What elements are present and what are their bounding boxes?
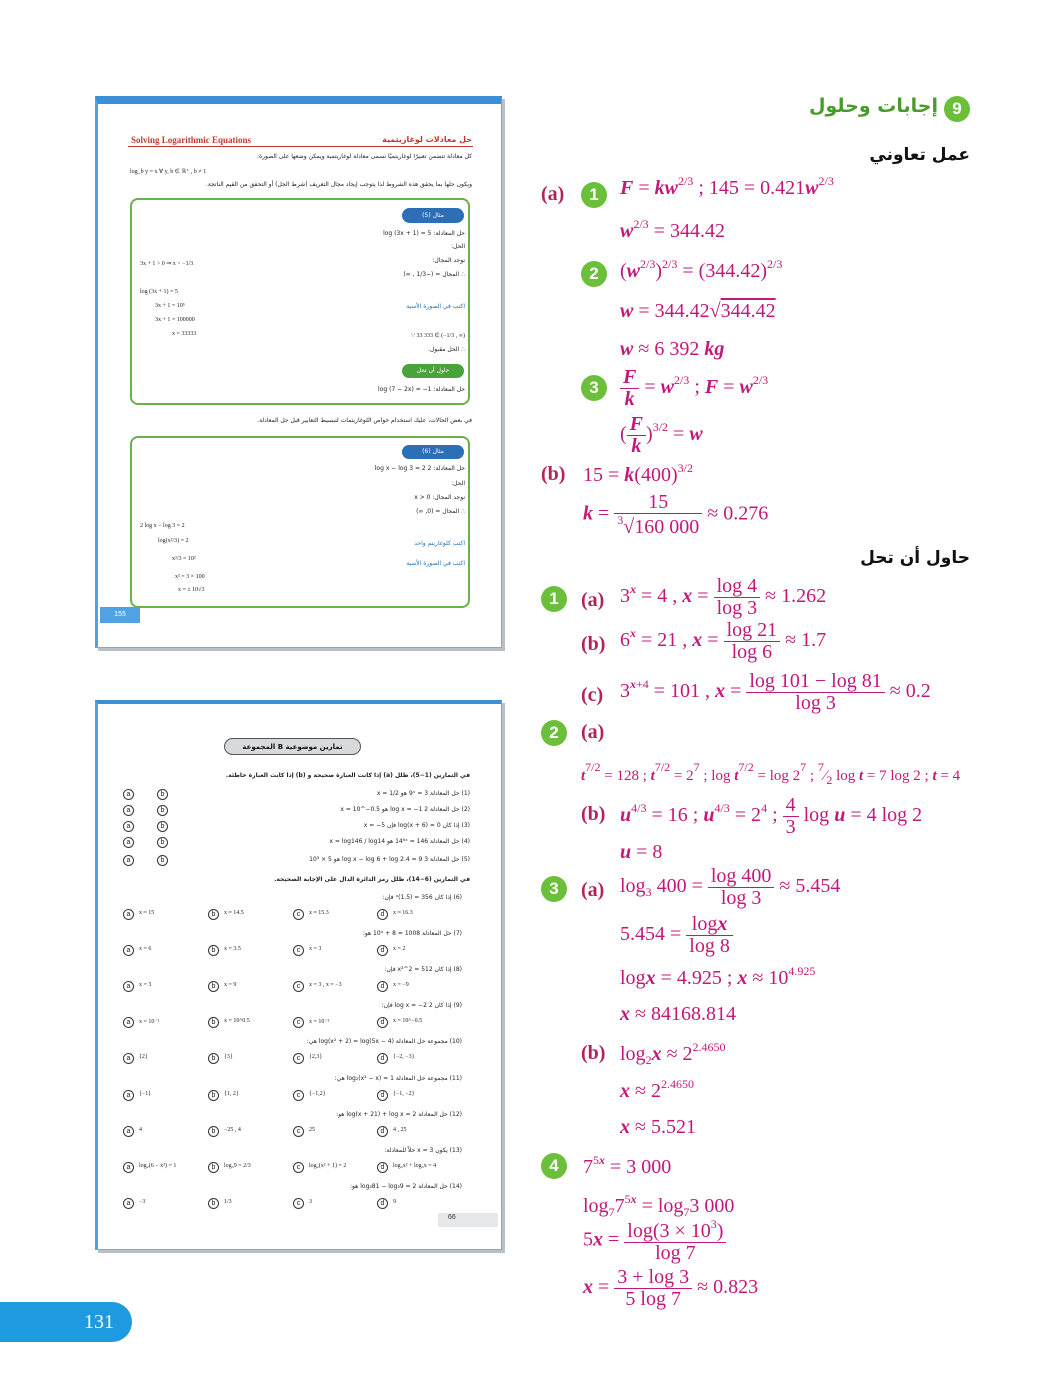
coop-a-eq-3: $(w^{2/3})^{2/3} = (344.42)^{2/3}$ (620, 257, 783, 282)
try-it-question: حل المعادلة: log (7 − 2x) = −1 (378, 386, 465, 393)
mc-option-b[interactable]: b (208, 981, 219, 992)
mc-option-a[interactable]: a (123, 981, 134, 992)
mc-option-d[interactable]: d (377, 1053, 388, 1064)
example-6-question: حل المعادلة: 2 log x − log 3 = 2 (374, 465, 465, 472)
tf-option-b[interactable]: b (157, 805, 168, 816)
mc-option-a[interactable]: a (123, 1090, 134, 1101)
example-5-solution-label: الحل: (451, 243, 465, 250)
mc-option-b[interactable]: b (208, 1053, 219, 1064)
coop-a-eq-4: w = 344.42√344.42 (620, 300, 776, 322)
mc-question: (10) مجموعة حل المعادلة log(x² + 2) = log(5x − 4) هي: (306, 1038, 462, 1045)
example-6-hint-1: اكتب كلوغاريتم واحد (414, 540, 465, 547)
mc-option-text: log₂(x² + 1) = 2 (309, 1163, 347, 1169)
mc-option-text: x = 10^0.5 (224, 1018, 250, 1024)
mc-question: (11) مجموعة حل المعادلة log₂(x² − x) = 1 هي: (334, 1075, 462, 1082)
try-3b-eq-3: x ≈ 5.521 (620, 1116, 696, 1138)
mc-option-c[interactable]: c (293, 1126, 304, 1137)
try-4-eq-2: $\log_77^{5x} = \log_73$ 000 (583, 1192, 735, 1219)
try-3a-label: (a) (581, 879, 605, 901)
mc-question: (13) يكون x = 3 حلاً للمعادلة: (384, 1147, 462, 1154)
title-rule (128, 146, 473, 147)
mc-question: (6) إذا كان 356 = (1.5)ˣ فإن: (382, 894, 462, 901)
mc-option-text: {−2, −3} (393, 1054, 415, 1060)
mc-option-text: {2,3} (309, 1054, 323, 1060)
try-2a-eq: $t^{7/2} = 128$ ; $t^{7/2} = 2^7$ ; $\log t^{7/2} = \log 2^7$ ; $^7⁄_2$ log t = 7 log 2 ; t = 4 (581, 760, 961, 787)
tf-option-a[interactable]: a (123, 805, 134, 816)
try-2a-label: (a) (581, 721, 605, 743)
mc-option-text: x = 3 (139, 982, 152, 988)
thumb-page-number-155: 155 (100, 607, 140, 623)
example-6-step-2: log(x²/3) = 2 (158, 538, 189, 544)
mc-option-text: {2} (139, 1054, 148, 1060)
mc-option-text: 3 (309, 1199, 312, 1205)
domain-note: ويكون حلها بما يحقق هذه الشروط لذا يتوجب إيجاد مجال التعريف (شرط الحل) أو التحقق من القيم الناتجة. (205, 181, 472, 188)
example-5-step-3: 3x + 1 = 100000 (155, 317, 195, 323)
try-3b-eq-2: $x \approx 2^{2.4650}$ (620, 1077, 694, 1102)
example-5-pill: مثال (5) (402, 208, 464, 223)
tf-option-a[interactable]: a (123, 821, 134, 832)
try-1a-label: (a) (581, 589, 605, 611)
mc-option-text: {−1,2} (309, 1091, 326, 1097)
mc-option-text: {3} (224, 1054, 233, 1060)
example-6-box (130, 436, 470, 608)
section-number: 9 (944, 96, 970, 122)
tf-question: (5) حل المعادلة 3 log x − log 6 + log 2.4 = 9 هو 5 × 10³ (309, 856, 470, 863)
tf-option-b[interactable]: b (157, 789, 168, 800)
mc-option-b[interactable]: b (208, 1198, 219, 1209)
mc-option-text: {−1, −2} (393, 1091, 415, 1097)
coop-step-1-badge: 1 (581, 182, 607, 208)
mc-option-d[interactable]: d (377, 1162, 388, 1173)
intro-text: كل معادلة تتضمن تعبيرًا لوغاريتميًا تسمى معادلة لوغاريتمية ويمكن وضعها على الصورة: (256, 153, 472, 160)
try-3b-label: (b) (581, 1042, 606, 1064)
tf-option-a[interactable]: a (123, 837, 134, 848)
try-1-badge: 1 (541, 586, 567, 612)
mc-option-b[interactable]: b (208, 945, 219, 956)
coop-a-eq-7: ( $\frac{F}{k}$ )$^{3/2}$ = w (620, 413, 703, 457)
mc-option-text: x = 10⁻¹ (139, 1019, 160, 1025)
mc-option-text: x = 9 (224, 982, 237, 988)
example-6-step-5: x = ± 10√3 (178, 587, 205, 593)
try-4-eq-4: x = $\frac{3 + \log 3}{5 \log 7}$ ≈ 0.823 (583, 1266, 759, 1310)
example-5-domain-set: ∴ المجال = (−1/3 , ∞) (403, 271, 465, 278)
mc-option-d[interactable]: d (377, 1090, 388, 1101)
mid-paragraph: في بعض الحالات، عليك استخدام خواص اللوغاريتمات لتبسيط التعابير قبل حل المعادلة. (257, 417, 472, 424)
mc-option-d[interactable]: d (377, 909, 388, 920)
thumb-page-strip (438, 1213, 498, 1227)
example-6-hint-2: اكتب في الصورة الأسية (406, 560, 465, 567)
mc-option-text: 4 , 25 (393, 1127, 407, 1133)
mc-option-text: x = 10⁻² (309, 1019, 330, 1025)
tf-option-b[interactable]: b (157, 821, 168, 832)
try-3a-eq-3: logx = 4.925 ; $x \approx 10^{4.925}$ (620, 964, 816, 989)
try-3a-eq-4: x ≈ 84168.814 (620, 1003, 736, 1025)
mc-option-d[interactable]: d (377, 1017, 388, 1028)
example-6-solution-label: الحل: (451, 480, 465, 487)
try-1c-label: (c) (581, 684, 604, 706)
try-3b-eq-1: $\log_2x \approx 2^{2.4650}$ (620, 1040, 726, 1067)
example-6-step-3: x²/3 = 10² (172, 556, 196, 562)
mc-question: (12) حل المعادلة log(x + 21) + log x = 2 هو: (336, 1111, 462, 1118)
try-1b-label: (b) (581, 633, 606, 655)
mc-option-text: −25 , 4 (224, 1127, 241, 1133)
lesson-title-en: Solving Logarithmic Equations (131, 135, 252, 145)
try-4-eq-1: $7^{5x} = 3$ 000 (583, 1153, 672, 1178)
mc-option-text: x ≈ 16.3 (393, 910, 413, 916)
tf-option-b[interactable]: b (157, 855, 168, 866)
coop-a-eq-5: w ≈ 6 392 kg (620, 338, 725, 360)
tf-option-a[interactable]: a (123, 789, 134, 800)
try-it-pill: حاول أن تحل (402, 364, 464, 378)
mc-option-d[interactable]: d (377, 945, 388, 956)
example-5-question: حل المعادلة: log (3x + 1) = 5 (383, 230, 465, 237)
example-5-domain: 3x + 1 > 0 ⇒ x > −1/3 (140, 261, 194, 267)
exercise-group-title: المجموعة B تمارين موضوعية (224, 738, 361, 755)
mc-option-b[interactable]: b (208, 1162, 219, 1173)
mc-option-text: x = 6 (139, 946, 152, 952)
coop-part-a-label: (a) (541, 183, 565, 205)
mc-option-text: log₂(6 − x²) = 1 (139, 1163, 177, 1169)
try-1c-eq: $3^{x+4} = 101$ , x = $\frac{\log 101 - \log 81}{\log 3}$ ≈ 0.2 (620, 670, 931, 714)
tf-option-b[interactable]: b (157, 837, 168, 848)
try-2b-label: (b) (581, 803, 606, 825)
mc-option-text: x = 3 , x = −3 (309, 982, 342, 988)
example-6-step-1: 2 log x − log 3 = 2 (140, 523, 185, 529)
coop-step-2-badge: 2 (581, 261, 607, 287)
mc-option-a[interactable]: a (123, 1126, 134, 1137)
try-3a-eq-1: $\log_3 400$ = $\frac{\log 400}{\log 3}$ ≈ 5.454 (620, 865, 841, 909)
try-1a-eq: $3^x = 4$ , x = $\frac{\log 4}{\log 3}$ ≈ 1.262 (620, 575, 827, 619)
mc-option-text: log₃9 = 2/3 (224, 1163, 251, 1169)
mc-option-text: x = 2 (393, 946, 406, 952)
mc-option-c[interactable]: c (293, 909, 304, 920)
try-4-eq-3: 5x = $\frac{\log(3 \times 10^3)}{\log 7}$ (583, 1218, 726, 1264)
lesson-title-ar: حل معادلات لوغاريتمية (382, 135, 472, 144)
try-1b-eq: $6^x = 21$ , x = $\frac{\log 21}{\log 6}$ ≈ 1.7 (620, 619, 827, 663)
coop-a-eq-6: $\frac{F}{k}$ = $w^{2/3}$ ; $F = w^{2/3}$ (620, 367, 768, 410)
mc-option-b[interactable]: b (208, 1017, 219, 1028)
mc-option-text: x ≈ 15.3 (309, 910, 329, 916)
example-6-domain-set: ∴ المجال = (0, ∞) (416, 508, 465, 515)
coop-b-eq-1: $15 = k(400)^{3/2}$ (583, 461, 693, 486)
mc-option-c[interactable]: c (293, 1198, 304, 1209)
mc-option-text: x = 3.5 (224, 946, 241, 952)
mc-option-c[interactable]: c (293, 945, 304, 956)
mc-option-c[interactable]: c (293, 981, 304, 992)
example-6-step-4: x² = 3 × 100 (175, 574, 205, 580)
mc-option-text: x ≈ 14.5 (224, 910, 244, 916)
mc-option-text: 9 (393, 1199, 396, 1205)
coop-step-3-badge: 3 (581, 375, 607, 401)
mc-option-c[interactable]: c (293, 1162, 304, 1173)
mc-option-text: −3 (139, 1199, 146, 1205)
tf-option-a[interactable]: a (123, 855, 134, 866)
log-definition: log_b y = x ∀ y, b ∈ ℝ⁺ , b ≠ 1 (130, 169, 207, 175)
tf-question: (2) حل المعادلة 2 log x = −1 هو x = 10^−0.5 (340, 806, 470, 813)
example-5-step-1: log (3x + 1) = 5 (140, 289, 178, 295)
try-2b-result: u = 8 (620, 841, 663, 863)
coop-part-b-label: (b) (541, 463, 566, 485)
tf-question: (4) حل المعادلة 14⁶ˣ = 146 هو x = log146 / log14 (329, 838, 470, 845)
mc-option-a[interactable]: a (123, 1162, 134, 1173)
example-5-step-2: 3x + 1 = 10⁵ (155, 303, 185, 309)
mc-option-d[interactable]: d (377, 1198, 388, 1209)
tf-question: (1) حل المعادلة 3 = 9ˣ هو x = 1/2 (376, 790, 470, 797)
tf-instructions: في التمارين (1−5)، ظلل (a) إذا كانت العبارة صحيحة و (b) إذا كانت العبارة خاطئة. (225, 772, 470, 779)
mc-option-a[interactable]: a (123, 1053, 134, 1064)
page-number-badge: 131 (0, 1302, 132, 1342)
mc-option-text: 4 (139, 1127, 142, 1133)
mc-option-text: 25 (309, 1127, 315, 1133)
mc-option-b[interactable]: b (208, 1090, 219, 1101)
example-5-step-4: x = 33333 (172, 331, 197, 337)
example-5-check: ∵ 33 333 ∈ (−1/3 , ∞) (411, 333, 465, 339)
coop-a-eq-1: $F = kw^{2/3}$ ; $145 = 0.421w^{2/3}$ (620, 174, 834, 199)
mc-option-text: 1/3 (224, 1199, 232, 1205)
mc-option-text: {1, 2} (224, 1091, 239, 1097)
mc-option-text: log₃x² + log₃x = 4 (393, 1163, 437, 1169)
mc-option-a[interactable]: a (123, 945, 134, 956)
mc-question: (7) حل المعادلة 1008 = 10ˣ + 8 هو: (362, 930, 462, 937)
example-5-accept: ∴ الحل مقبول. (428, 346, 465, 353)
mc-instructions: في التمارين (6−14)، ظلل رمز الدائرة الدال على الإجابة الصحيحة. (274, 876, 470, 883)
mc-question: (14) حل المعادلة log₃81 − log₃9 = 2 هو: (350, 1183, 462, 1190)
mc-option-b[interactable]: b (208, 1126, 219, 1137)
try-it-title: حاول أن تحل (860, 548, 970, 568)
try-2-badge: 2 (541, 720, 567, 746)
coop-a-eq-2: $w^{2/3} = 344.42$ (620, 217, 725, 242)
mc-option-text: x = −9 (393, 982, 409, 988)
mc-question: (8) إذا كان 512 = 2^x² فإن: (384, 966, 462, 973)
example-6-pill: مثال (6) (402, 445, 464, 459)
example-5-domain-label: نوجد المجال: (432, 257, 465, 264)
try-4-badge: 4 (541, 1153, 567, 1179)
mc-option-text: x = 3 (309, 946, 322, 952)
mc-option-b[interactable]: b (208, 909, 219, 920)
example-6-domain: نوجد المجال: x > 0 (414, 494, 465, 501)
cooperative-work-title: عمل تعاوني (869, 145, 970, 165)
thumb-page-number-66: 66 (448, 1214, 456, 1221)
mc-option-d[interactable]: d (377, 981, 388, 992)
example-5-hint: اكتب في الصورة الأسية (406, 303, 465, 310)
mc-option-a[interactable]: a (123, 1017, 134, 1028)
mc-option-text: x ≈ 15 (139, 910, 155, 916)
mc-option-c[interactable]: c (293, 1090, 304, 1101)
mc-option-a[interactable]: a (123, 1198, 134, 1209)
mc-option-a[interactable]: a (123, 909, 134, 920)
try-3a-eq-2: 5.454 = $\frac{\log x}{\log 8}$ (620, 914, 733, 957)
tf-question: (3) إذا كان log(x + 6) = 0 فإن x = −5 (363, 822, 470, 829)
try-3-badge: 3 (541, 876, 567, 902)
section-title: إجابات وحلول (809, 95, 938, 117)
mc-option-text: {−1} (139, 1091, 152, 1097)
mc-option-text: x = 10^−0.5 (393, 1018, 423, 1024)
mc-option-c[interactable]: c (293, 1017, 304, 1028)
coop-b-eq-2: k = $\frac{15}{^3√160 000}$ ≈ 0.276 (583, 491, 769, 538)
mc-question: (9) إذا كان 2 log x = −2 فإن: (381, 1002, 462, 1009)
try-2b-eq: $u^{4/3} = 16$ ; $u^{4/3} = 2^4$ ; $\frac{4}{3}$ log u = 4 log 2 (620, 794, 923, 838)
mc-option-c[interactable]: c (293, 1053, 304, 1064)
mc-option-d[interactable]: d (377, 1126, 388, 1137)
